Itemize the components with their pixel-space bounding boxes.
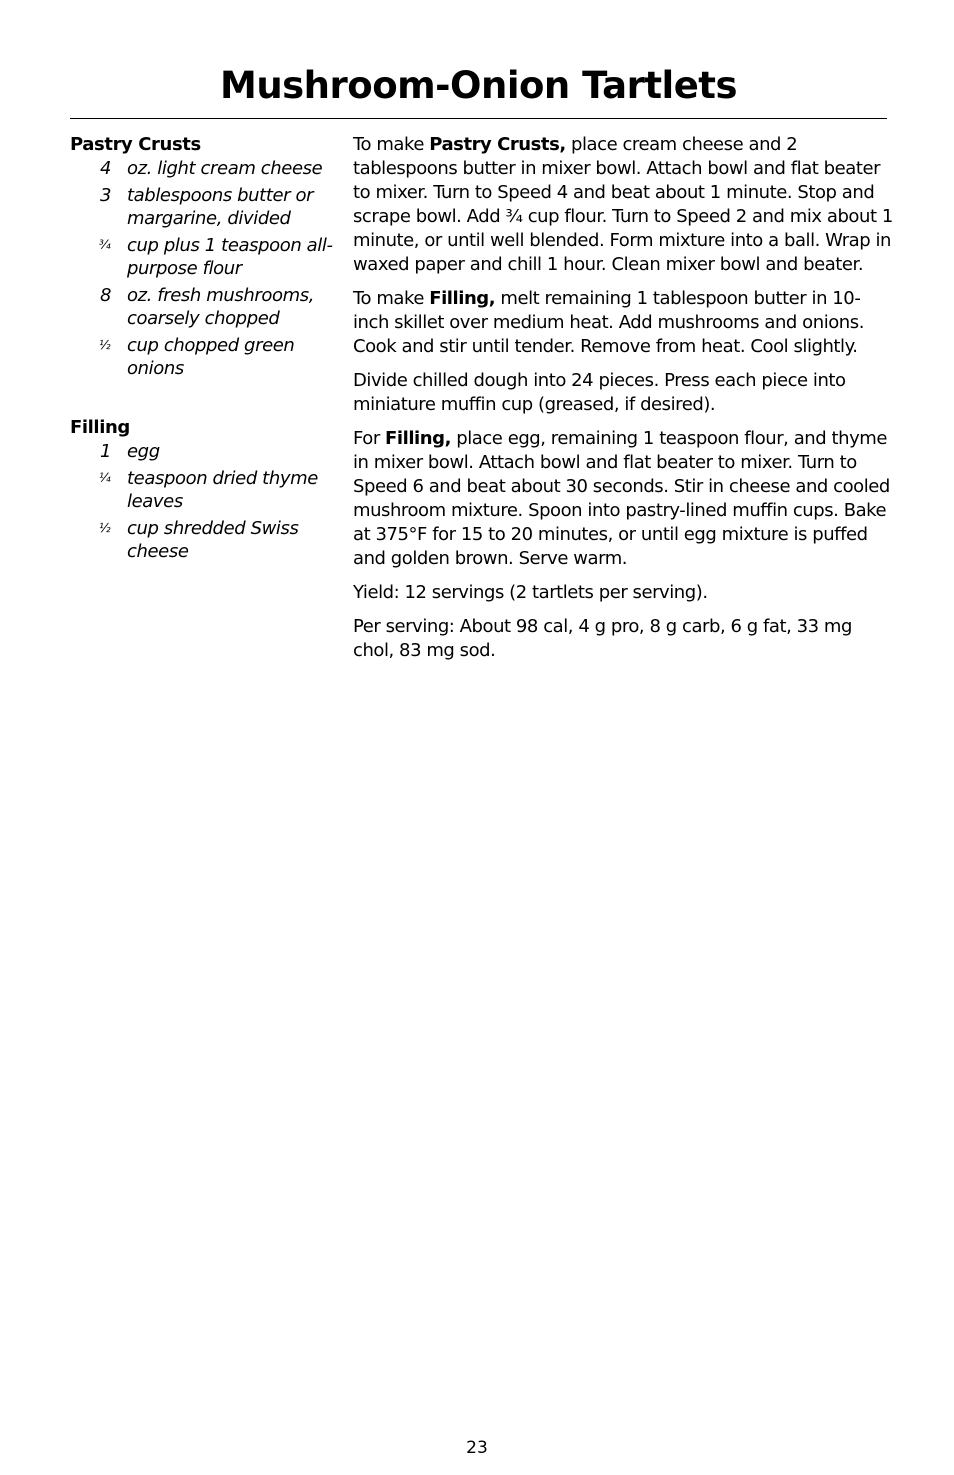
ingredient-item	[70, 334, 340, 380]
ingredient-quantity: ½	[99, 338, 111, 352]
ingredient-text: oz. fresh mushrooms, coarsely chopped	[127, 285, 315, 329]
direction-divide-dough: Divide chilled dough into 24 pieces. Press each piece into miniature muffin cup (greased, if desired).	[353, 370, 846, 415]
ingredient-quantity: ¼	[99, 471, 111, 485]
ingredient-quantity: ½	[99, 521, 111, 535]
pastry-crusts-heading: Pastry Crusts	[70, 134, 201, 155]
pastry-crusts-block	[70, 133, 340, 380]
ingredient-item	[70, 234, 340, 280]
ingredient-item	[70, 467, 340, 513]
recipe-title: Mushroom-Onion Tartlets	[220, 64, 737, 107]
ingredient-text: tablespoons butter or margarine, divided	[127, 185, 314, 229]
filling-heading: Filling	[70, 417, 130, 438]
ingredient-quantity: 4	[100, 158, 112, 179]
direction-lead: For	[353, 428, 386, 449]
direction-filling	[353, 287, 893, 359]
page-number: 23	[466, 1438, 488, 1458]
recipe-yield: Yield: 12 servings (2 tartlets per serving).	[353, 582, 708, 603]
direction-text: melt remaining 1 tablespoon butter in 10-inch skillet over medium heat. Add mushrooms and onions. Cook and stir until tender. Remove from heat. Cool slightly.	[353, 288, 864, 357]
direction-bold-label: Pastry Crusts,	[429, 134, 566, 155]
direction-bake	[353, 427, 893, 571]
directions-column	[353, 133, 893, 673]
ingredient-quantity: 8	[100, 285, 112, 306]
ingredient-text: egg	[127, 441, 160, 462]
title-divider	[70, 118, 887, 119]
direction-text: place egg, remaining 1 teaspoon flour, and thyme in mixer bowl. Attach bowl and flat beater to mixer. Turn to Speed 6 and beat about 30 seconds. Stir in cheese and cooled mushroom mixture. Spoon into pastry-lined muffin cups. Bake at 375°F for 15 to 20 minutes, or until egg mixture is puffed and golden brown. Serve warm.	[353, 428, 890, 569]
direction-lead: To make	[353, 134, 430, 155]
ingredient-item	[70, 157, 340, 180]
ingredient-text: cup shredded Swiss cheese	[127, 518, 299, 562]
pastry-crusts-ingredient-list	[70, 157, 340, 380]
ingredient-text: cup plus 1 teaspoon all-purpose flour	[127, 235, 333, 279]
ingredient-item	[70, 284, 340, 330]
ingredient-text: cup chopped green onions	[127, 335, 295, 379]
ingredient-quantity: ¾	[99, 238, 111, 252]
ingredient-item	[70, 440, 340, 463]
ingredient-item	[70, 517, 340, 563]
direction-bold-label: Filling,	[429, 288, 496, 309]
filling-block	[70, 416, 340, 563]
ingredients-column	[70, 133, 340, 567]
ingredient-text: teaspoon dried thyme leaves	[127, 468, 318, 512]
direction-pastry-crusts	[353, 133, 893, 277]
ingredient-item	[70, 184, 340, 230]
filling-ingredient-list	[70, 440, 340, 563]
ingredient-quantity: 3	[100, 185, 112, 206]
ingredient-quantity: 1	[100, 441, 112, 462]
direction-text: place cream cheese and 2 tablespoons butter in mixer bowl. Attach bowl and flat beater to mixer. Turn to Speed 4 and beat about 1 minute. Stop and scrape bowl. Add ¾ cup flour. Turn to Speed 2 and mix about 1 minute, or until well blended. Form mixture into a ball. Wrap in waxed paper and chill 1 hour. Clean mixer bowl and beater.	[353, 134, 893, 275]
direction-lead: To make	[353, 288, 430, 309]
direction-bold-label: Filling,	[385, 428, 451, 449]
ingredient-text: oz. light cream cheese	[127, 158, 323, 179]
nutrition-info: Per serving: About 98 cal, 4 g pro, 8 g carb, 6 g fat, 33 mg chol, 83 mg sod.	[353, 616, 852, 661]
